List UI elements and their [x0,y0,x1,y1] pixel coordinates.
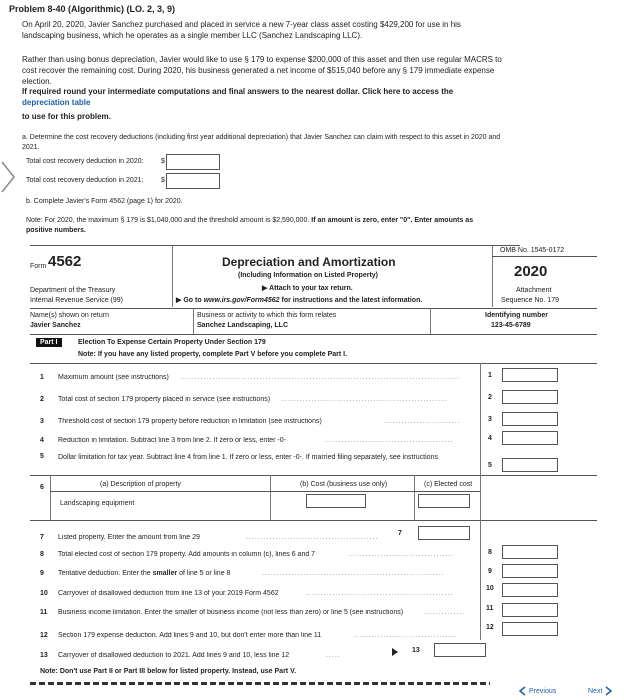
line-3-text: Threshold cost of section 179 property before reduction in limitation (see instructions) [58,418,322,425]
form-irs: Internal Revenue Service (99) [30,297,123,304]
form-note [26,216,496,236]
total-2020-input[interactable] [166,154,220,170]
line-12-number: 12 [40,632,48,639]
form-goto-prefix: ▶ Go to [176,297,202,304]
line-3-leader: .......................... [384,418,461,425]
line-6-bottom-rule [30,520,597,521]
id-label: Identifying number [485,312,548,319]
line-11-number: 11 [40,609,48,616]
line-7-number: 7 [40,534,44,541]
instructions-end: to use for this problem. [22,112,111,121]
line-6-divider-0 [50,475,51,520]
line-2-box-number: 2 [488,394,492,401]
line-4-leader: ............................................ [324,437,454,444]
line-6-col-a-header: (a) Description of property [100,481,181,488]
line-6-col-b-header: (b) Cost (business use only) [300,481,388,488]
line-8-input[interactable] [502,545,558,559]
part1-note-text: Note: If you have any listed property, complete Part V before you complete Part I. [78,351,348,358]
form-dept: Department of the Treasury [30,287,116,294]
line-10-box-number: 10 [486,585,494,592]
line-10-text: Carryover of disallowed deduction from line 13 of your 2019 Form 4562 [58,590,279,597]
name-value: Javier Sanchez [30,322,81,329]
part1-title: Election To Expense Certain Property Under Section 179 [78,339,266,346]
form-top-rule [30,245,520,246]
line-9-number: 9 [40,570,44,577]
line-7-text: Listed property. Enter the amount from line 29 [58,534,200,541]
form-goto-url: www.irs.gov/Form4562 [203,297,280,304]
previous-button[interactable] [518,686,556,696]
line-9-input[interactable] [502,564,558,578]
line-10-number: 10 [40,590,48,597]
line-9-text [58,570,230,577]
line-1-number: 1 [40,374,44,381]
next-button[interactable] [588,686,613,696]
business-divider [430,308,431,334]
line-12-text: Section 179 expense deduction. Add lines 9 and 10, but don't enter more than line 11 [58,632,322,639]
form-header-divider-right [492,245,493,307]
line-6-header-rule [50,491,480,492]
omb-rule [492,256,597,257]
line-2-leader: ........................................................ [282,396,447,403]
line-11-text: Business income limitation. Enter the smaller of business income (not less than zero) or line 5 (see instructions) [58,609,404,616]
currency-2021: $ [161,177,165,184]
line-6-divider-1 [270,475,271,520]
line-10-leader: .................................................. [306,590,454,597]
part1-header-rule [30,363,597,364]
total-2021-input[interactable] [166,173,220,189]
line-6-divider-2 [414,475,415,520]
line-6-elected-input[interactable] [418,494,470,508]
line-3-number: 3 [40,418,44,425]
line-6-col-c-header: (c) Elected cost [424,481,473,488]
line-6-top-rule [30,475,597,476]
previous-label: Previous [529,687,557,695]
attachment-label: Attachment [516,287,552,294]
part1-note [78,351,347,358]
line-13-leader: ..... [326,652,341,659]
chevron-right-icon [605,686,613,696]
line-7-input[interactable] [418,526,470,540]
total-2020-label: Total cost recovery deduction in 2020: [26,158,144,165]
form-goto [176,296,422,304]
line-7-leader: ............................................. [246,534,379,541]
name-row-bottom-rule [30,334,597,335]
line-9-box-number: 9 [488,568,492,575]
currency-2020: $ [161,158,165,165]
problem-paragraph-2: Rather than using bonus depreciation, Javier would like to use § 179 to expense $200,000 of this asset and then use regular MACRS to cost recover the remaining cost. During 2020, his business generated a net income of $515,040 before any § 179 immediate expense election. [22,55,502,86]
form-goto-suffix: for instructions and the latest information. [281,297,423,304]
form-note-text: Note: For 2020, the maximum § 179 is $1,040,000 and the threshold amount is $2,590,000. [26,217,310,224]
form-subtitle: (Including Information on Listed Property) [238,272,378,279]
line-1-input[interactable] [502,368,558,382]
form-header-divider-left [172,245,173,307]
line-5-input[interactable] [502,458,558,472]
line-9-text-a: Tentative deduction. Enter the [58,570,151,577]
line-1-leader: ............................................................................................... [180,374,460,381]
depreciation-table-link[interactable]: depreciation table [22,98,91,107]
part1-tag: Part I [36,338,62,347]
form-year: 2020 [514,263,548,280]
line-11-leader: .............. [424,609,466,616]
line-4-text: Reduction in limitation. Subtract line 3 from line 2. If zero or less, enter -0- [58,437,286,444]
line-9-leader: .............................................................. [262,570,445,577]
line-6-number: 6 [40,484,44,491]
left-edge-arrow-icon [0,160,16,194]
id-value: 123-45-6789 [491,322,531,329]
form-header-bottom-rule [30,308,597,309]
line-2-number: 2 [40,396,44,403]
form-note-bold: If an amount is zero, enter "0". Enter amounts as positive numbers. [26,217,474,234]
line-3-box-number: 3 [488,416,492,423]
line-8-number: 8 [40,551,44,558]
line-3-input[interactable] [502,412,558,426]
line-2-text: Total cost of section 179 property placed in service (see instructions) [58,396,271,403]
line-1-text: Maximum amount (see instructions) [58,374,169,381]
lines-8-12-col-divider [480,520,481,640]
line-12-leader: ................................... [354,632,458,639]
chevron-left-icon [518,686,526,696]
next-label: Next [588,687,603,695]
business-label: Business or activity to which this form relates [197,312,337,319]
line-13-input[interactable] [434,643,486,657]
line-10-input[interactable] [502,583,558,597]
form-title: Depreciation and Amortization [222,255,396,269]
total-2021-label: Total cost recovery deduction in 2021: [26,177,144,184]
part-b-question: b. Complete Javier's Form 4562 (page 1) for 2020. [26,198,183,205]
business-value: Sanchez Landscaping, LLC [197,322,289,329]
line-6-divider-3 [480,475,481,520]
line-5-text: Dollar limitation for tax year. Subtract line 4 from line 1. If zero or less, enter -0-. If married filing separately, see instructions [58,454,438,461]
line-12-box-number: 12 [486,624,494,631]
line-13-box-number: 13 [412,647,420,654]
line-12-input[interactable] [502,622,558,636]
line-4-input[interactable] [502,431,558,445]
line-8-leader: .................................... [348,551,455,558]
part-a-question: a. Determine the cost recovery deductions (including first year additional depreciation) that Javier Sanchez can claim with respect to this asset in 2020 and 2021. [22,134,501,151]
bottom-note: Note: Don't use Part II or Part III below for listed property. Instead, use Part V. [40,668,297,675]
name-divider [193,308,194,334]
form-number: 4562 [48,253,82,270]
line-2-input[interactable] [502,390,558,404]
line-5-number: 5 [40,453,44,460]
line-7-box-number: 7 [398,530,402,537]
line-1-box-number: 1 [488,372,492,379]
sequence-number: Sequence No. 179 [501,297,559,304]
line-4-number: 4 [40,437,44,444]
line-8-text: Total elected cost of section 179 property. Add amounts in column (c), lines 6 and 7 [58,551,316,558]
line-5-box-number: 5 [488,462,492,469]
form-attach: ▶ Attach to your tax return. [262,285,353,292]
line-13-number: 13 [40,652,48,659]
problem-paragraph-1: On April 20, 2020, Javier Sanchez purchased and placed in service a new 7-year class asset costing $429,200 for use in his landscaping business, which he operates as a single member LLC (Sanchez Landscaping LLC). [22,20,461,40]
line-8-box-number: 8 [488,549,492,556]
line-4-box-number: 4 [488,435,492,442]
name-label: Name(s) shown on return [30,312,109,319]
form-cutoff-line [30,682,490,685]
line-9-text-bold: smaller [152,570,178,577]
line-6-description: Landscaping equipment [60,500,135,507]
line-11-box-number: 11 [486,605,494,612]
line-13-text: Carryover of disallowed deduction to 2021. Add lines 9 and 10, less line 12 [58,652,290,659]
instructions [22,86,462,108]
omb-number: OMB No. 1545-0172 [500,247,565,254]
form-word: Form [30,263,47,270]
line-13-arrow-icon [392,648,398,656]
box-col-divider [480,363,481,475]
problem-title: Problem 8-40 (Algorithmic) (LO. 2, 3, 9) [9,4,176,14]
line-6-cost-input[interactable] [306,494,366,508]
line-9-text-b: of line 5 or line 8 [179,570,231,577]
line-11-input[interactable] [502,603,558,617]
instructions-bold: If required round your intermediate computations and final answers to the nearest dollar. Click here to access the [22,87,454,96]
